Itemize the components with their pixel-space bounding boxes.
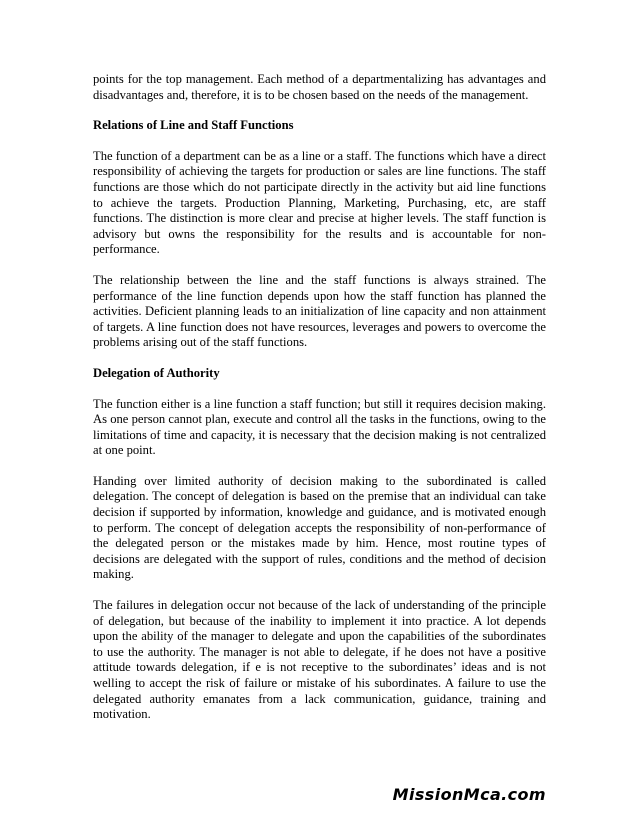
paragraph-line-staff-definition: The function of a department can be as a line or a staff. The functions which have a direct responsibility of achieving the targets for production or sales are line functions. The staff functions are those which do not participate directly in the activity but aid line functions to achieve the targets. Production Planning, Marketing, Purchasing, etc, are staff functions. The distinction is more clear and precise at higher levels. The staff function is advisory but owns the responsibility for the results and is accountable for non-performance. [93, 148, 546, 257]
paragraph-intro: points for the top management. Each method of a departmentalizing has advantages and disadvantages and, therefore, it is to be chosen based on the needs of the management. [93, 72, 546, 102]
document-page [93, 72, 546, 738]
missionmca-logo: MissionMca.com [392, 785, 546, 804]
heading-delegation: Delegation of Authority [93, 365, 220, 380]
paragraph-line-staff-relationship: The relationship between the line and the staff functions is always strained. The performance of the line function depends upon how the staff function has planned the activities. Deficient planning leads to an initialization of line capacity and non attainment of targets. A line function does not have resources, leverages and powers to overcome the problems arising out of the staff functions. [93, 272, 546, 350]
paragraph-delegation-need: The function either is a line function a staff function; but still it requires decision making. As one person cannot plan, execute and control all the tasks in the functions, owing to the limitations of time and capacity, it is necessary that the decision making is not centralized at one point. [93, 396, 546, 458]
paragraph-delegation-failures: The failures in delegation occur not because of the lack of understanding of the principle of delegation, but because of the inability to implement it into practice. A lot depends upon the ability of the manager to delegate and upon the capabilities of the subordinates to use the authority. The manager is not able to delegate, if he does not have a positive attitude towards delegation, if e is not receptive to the subordinates’ ideas and is not welling to accept the risk of failure or mistake of his subordinates. A failure to use the delegated authority emanates from a lack communication, guidance, training and motivation. [93, 598, 546, 722]
heading-line-staff: Relations of Line and Staff Functions [93, 118, 294, 133]
paragraph-delegation-definition: Handing over limited authority of decision making to the subordinated is called delegation. The concept of delegation is based on the premise that an individual can take decision if supported by information, knowledge and guidance, and is motivated enough to perform. The concept of delegation accepts the responsibility of non-performance of the delegated person or the mistakes made by him. Hence, most routine types of decisions are delegated with the support of rules, conditions and the method of decision making. [93, 473, 546, 582]
